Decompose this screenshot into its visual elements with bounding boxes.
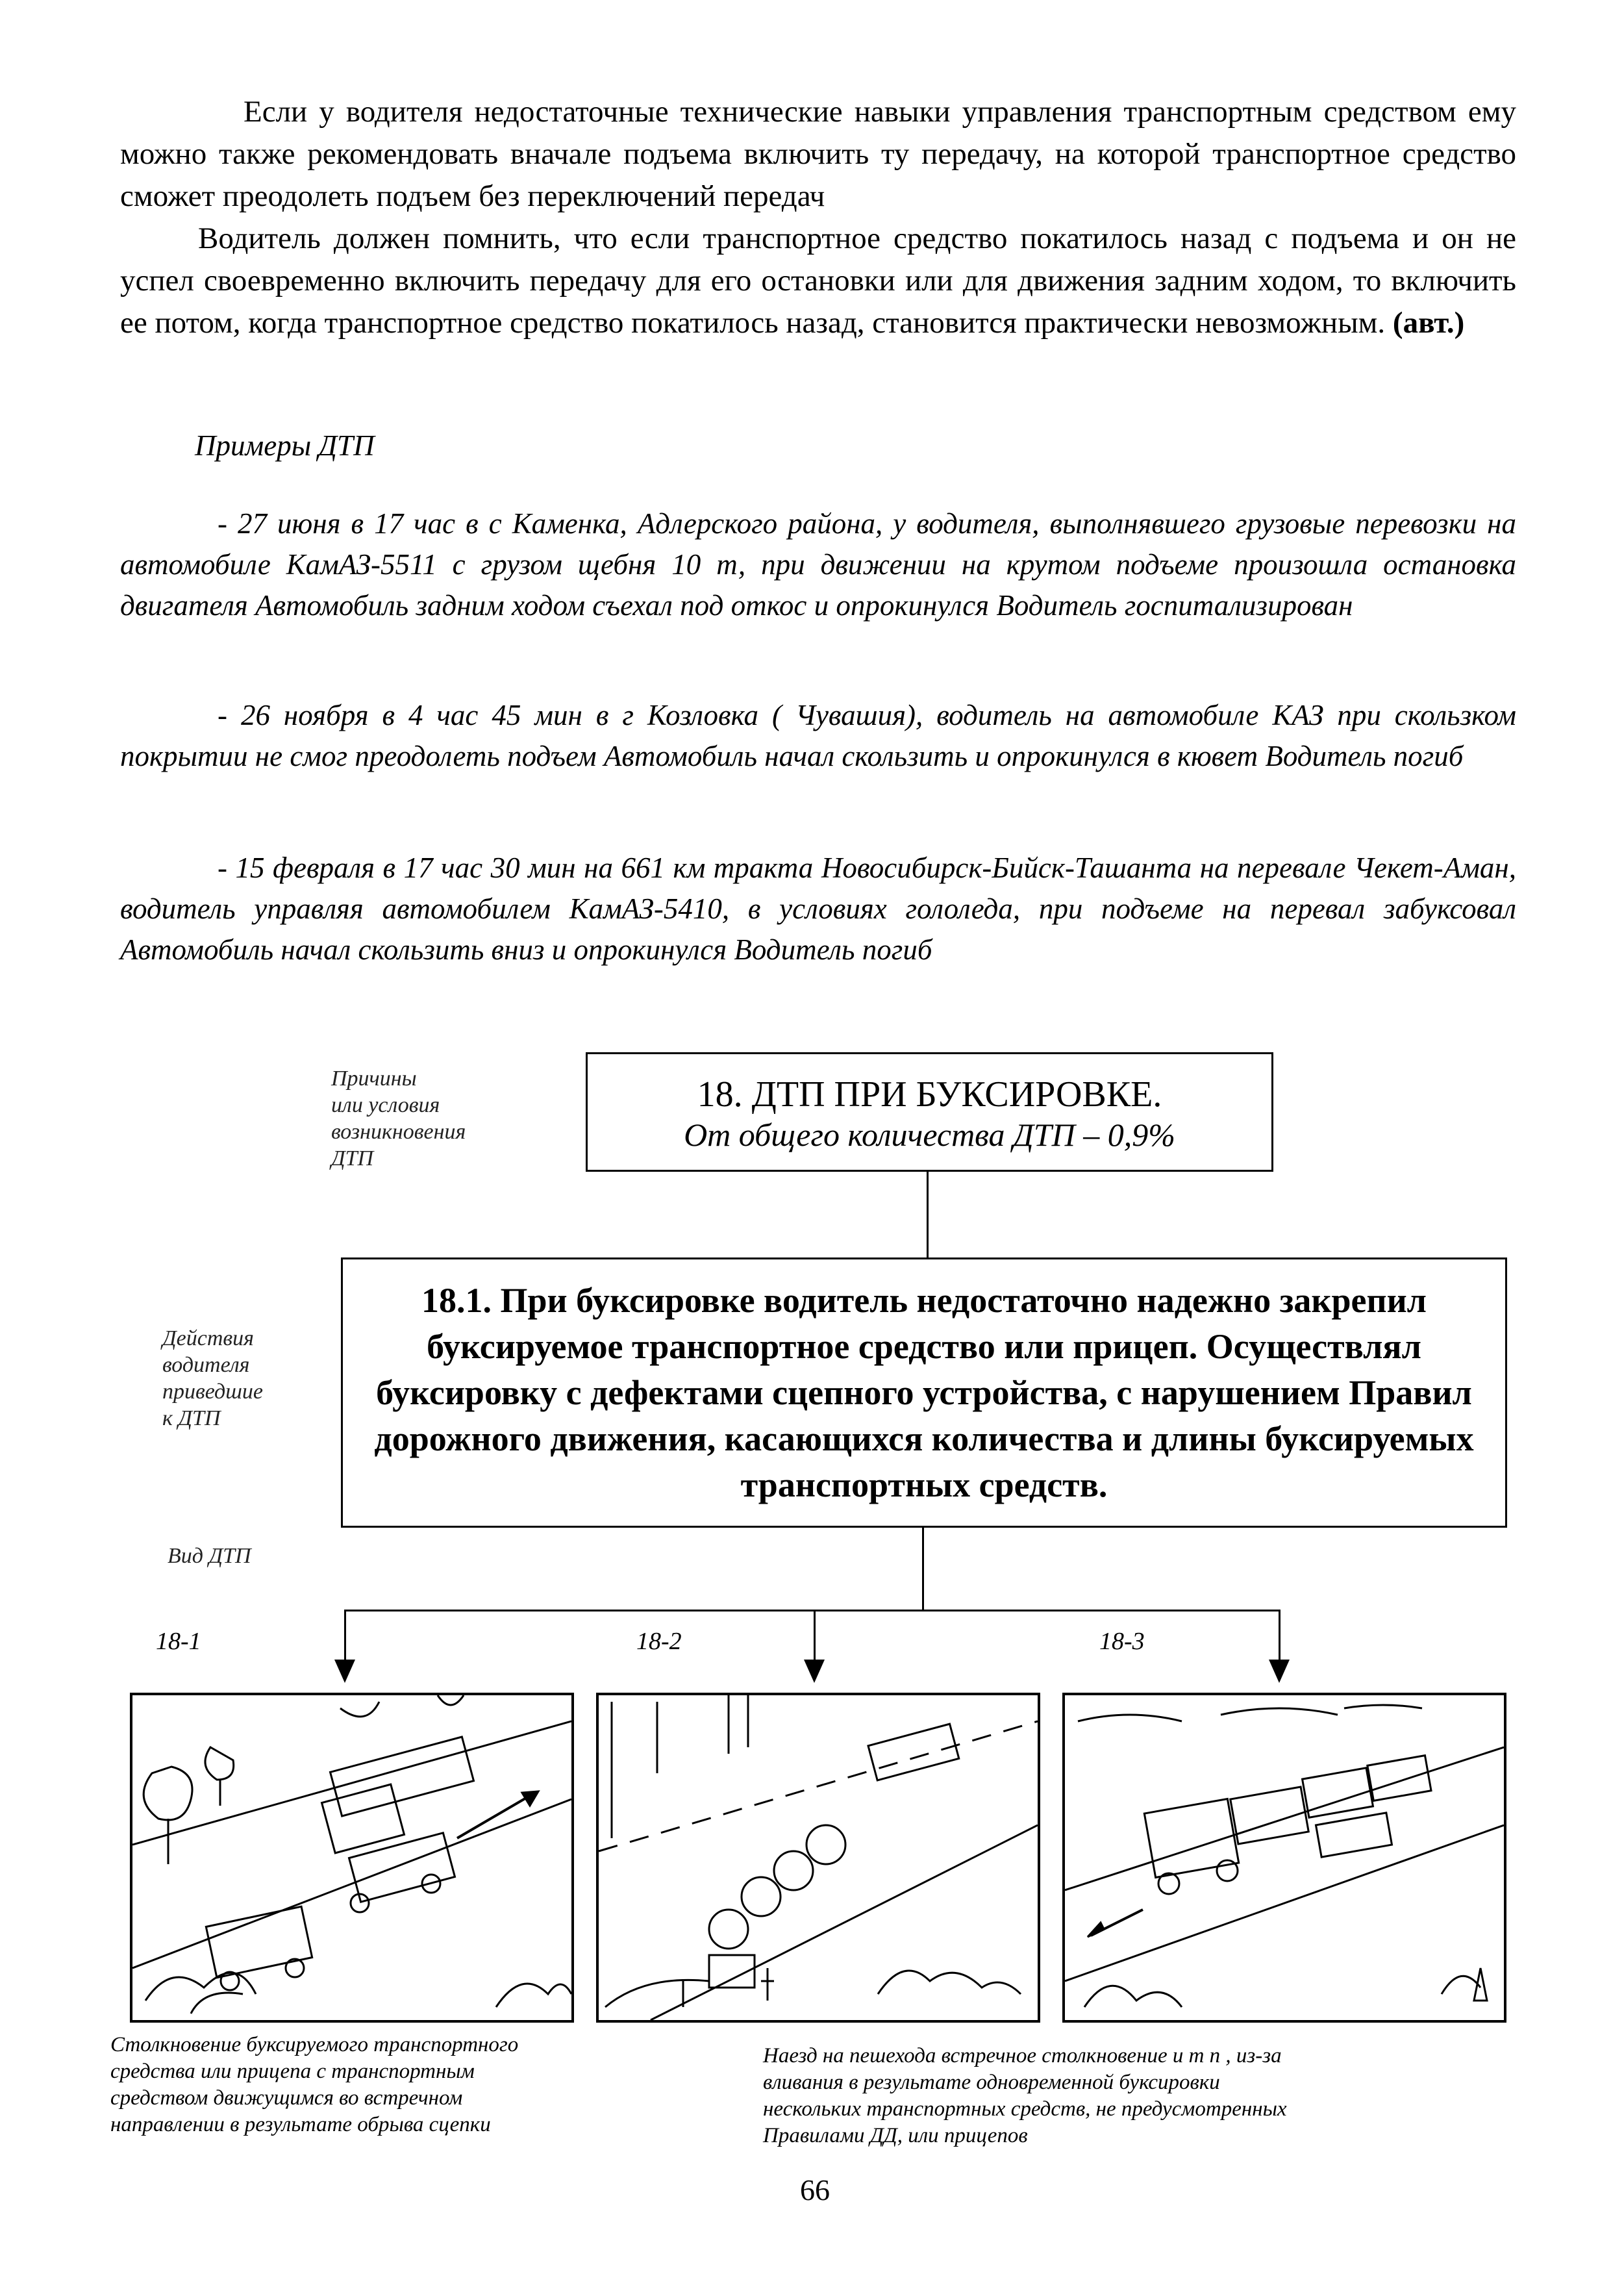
paragraph-2-text: Водитель должен помнить, что если транспортное средство покатилось назад с подъема и он не успел своевременно включить передачу для его остановки или для движения задним ходом, то включить ее потом, когда транспортное средство покатилось назад, становится практически невозможным.: [120, 221, 1516, 340]
subtitle-text: От общего количества ДТП – 0,9%: [684, 1117, 1175, 1153]
cause-text: 18.1. При буксировке водитель недостаточно надежно закрепил буксируемое транспортное средство или прицеп. Осуществлял буксировку с дефектами сцепного устройства, с нарушением Правил дорожного движения, касающихся количества и длины буксируемых транспортных средств.: [374, 1280, 1474, 1504]
label-actions: Действия водителя приведшие к ДТП: [162, 1326, 263, 1430]
example-1: - 27 июня в 17 час в с Каменка, Адлерского района, у водителя, выполнявшего грузовые перевозки на автомобиле КамАЗ-5511 с грузом щебня 10 т, при движении на крутом подъеме произошла остановка двигателя Автомобиль задним ходом съехал под откос и опрокинулся Водитель госпитализирован: [120, 507, 1516, 622]
arrow-left: [334, 1660, 355, 1683]
type-label-3: 18-3: [1099, 1628, 1145, 1655]
illustration-panel-3: [1062, 1693, 1506, 2023]
example-3: - 15 февраля в 17 час 30 мин на 661 км тракта Новосибирск-Бийск-Ташанта на перевале Чекет-Аман, водитель управляя автомобилем КамАЗ-5410, в условиях гололеда, при подъеме на перевал забуксовал Автомобиль начал скользить вниз и опрокинулся Водитель погиб: [120, 852, 1516, 966]
type-label-2: 18-2: [636, 1628, 682, 1655]
illustration-panel-1: [130, 1693, 574, 2023]
paragraph-1: [120, 91, 1516, 218]
connector-right: [1279, 1610, 1280, 1662]
label-causes: Причины или условия возникновения ДТП: [331, 1067, 466, 1170]
connector-cause-down: [922, 1526, 924, 1610]
paragraph-2: [120, 218, 1516, 344]
multiple-towing-illustration: [599, 1695, 1038, 2020]
connector-title-cause: [927, 1170, 929, 1257]
arrow-middle: [804, 1660, 825, 1683]
label-type: Вид ДТП: [168, 1544, 251, 1568]
connector-horizontal: [344, 1610, 1280, 1611]
examples-heading: Примеры ДТП: [195, 429, 375, 462]
connector-middle: [814, 1610, 816, 1662]
example-2: - 26 ноября в 4 час 45 мин в г Козловка ( Чувашия), водитель на автомобиле КАЗ при скользком покрытии не смог преодолеть подъем Автомобиль начал скользить и опрокинулся в кювет Водитель погиб: [120, 699, 1516, 772]
cause-box: [341, 1257, 1507, 1528]
convoy-collision-illustration: [1065, 1695, 1504, 2020]
type-label-1: 18-1: [156, 1628, 201, 1655]
caption-left: Столкновение буксируемого транспортного средства или прицепа с транспортным средством движущимся во встречном направлении в результате обрыва сцепки: [110, 2033, 519, 2136]
title-text: 18. ДТП ПРИ БУКСИРОВКЕ.: [697, 1074, 1162, 1115]
arrow-right: [1269, 1660, 1290, 1683]
towing-collision-illustration: [132, 1695, 571, 2020]
page-number: 66: [800, 2173, 830, 2206]
caption-right: Наезд на пешехода встречное столкновение и т п , из-за вливания в результате одновременной буксировки нескольких транспортных средств, не предусмотренных Правилами ДД, или прицепов: [763, 2044, 1287, 2147]
author-tag: (авт.): [1392, 306, 1465, 340]
title-box: [586, 1052, 1273, 1172]
illustration-panel-2: [596, 1693, 1040, 2023]
paragraph-1-text: Если у водителя недостаточные технические навыки управления транспортным средством ему можно также рекомендовать вначале подъема включить ту передачу, на которой транспортное средство сможет преодолеть подъем без переключений передач: [120, 95, 1516, 213]
connector-left: [344, 1610, 346, 1662]
